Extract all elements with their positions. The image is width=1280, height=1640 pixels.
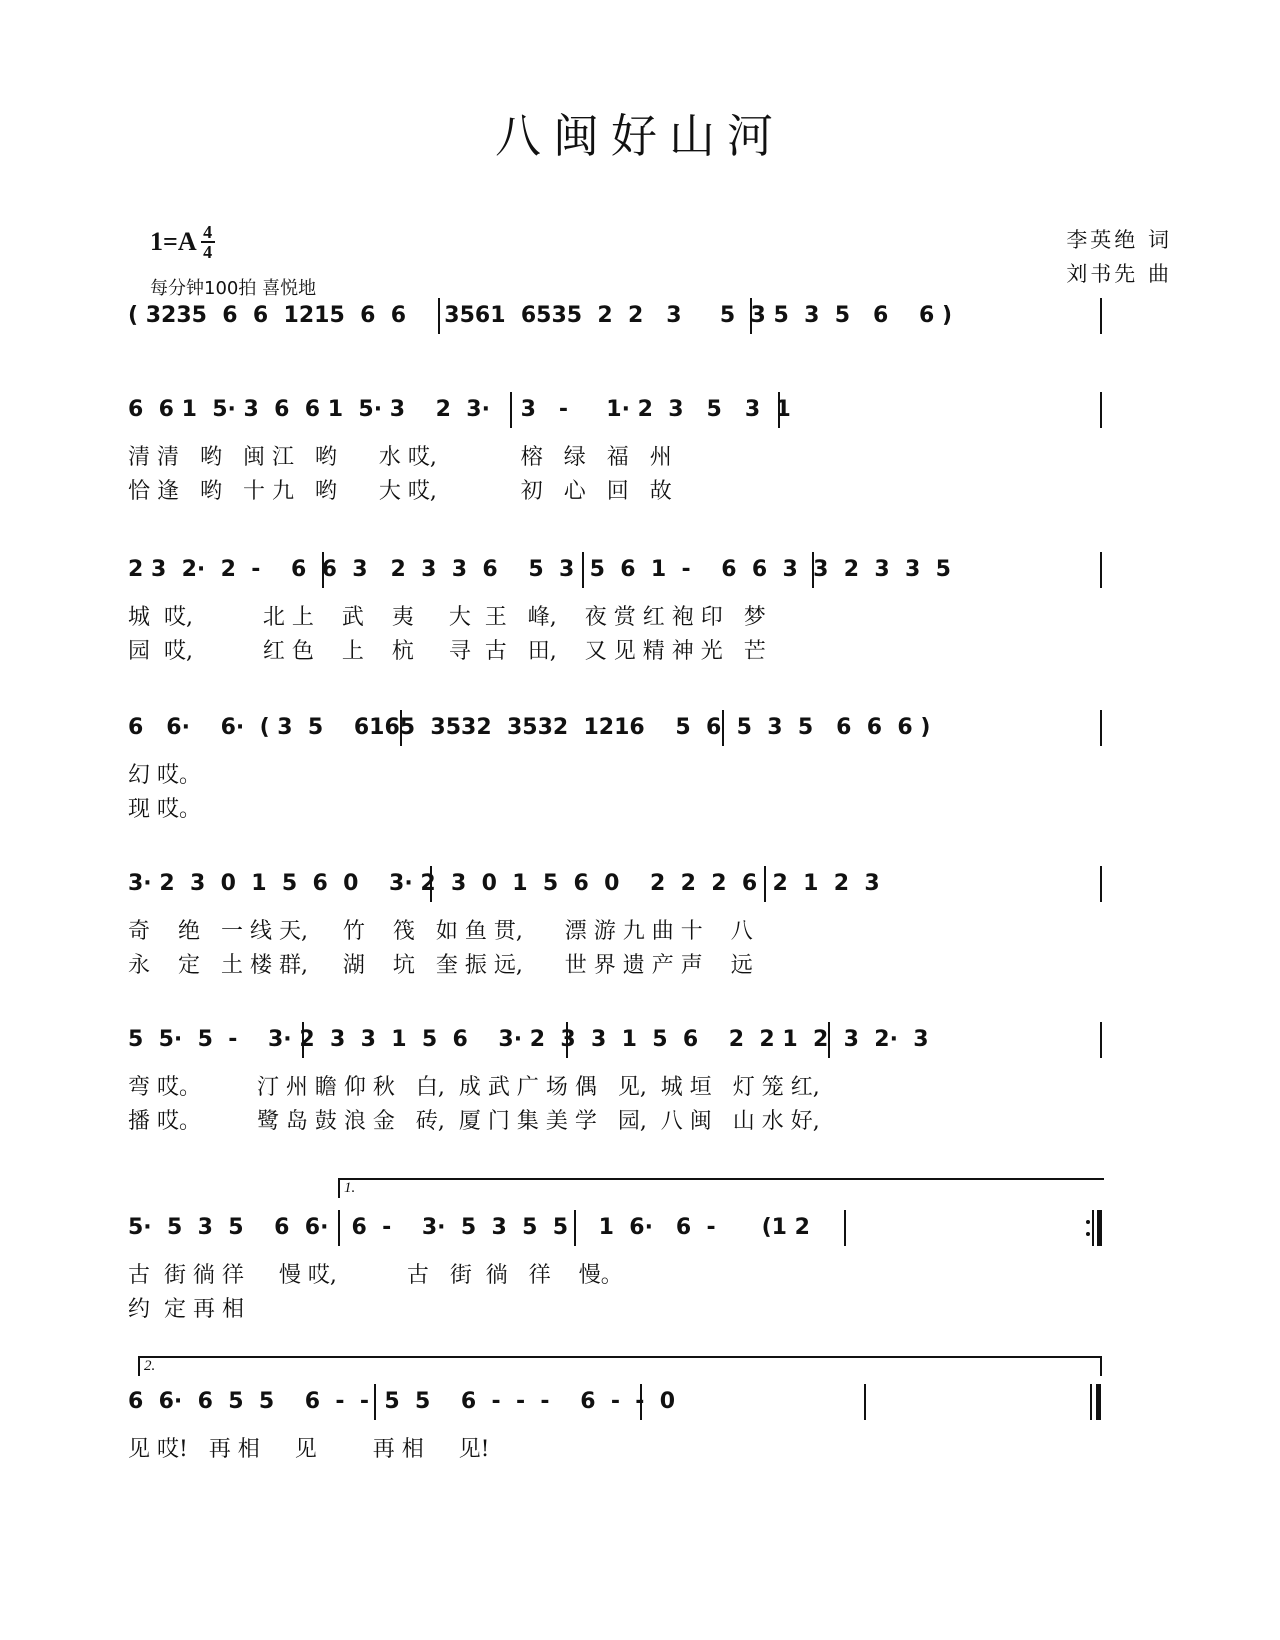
- lyrics-verse-1: 城 哎, 北 上 武 夷 大 王 峰, 夜 赏 红 袍 印 梦: [128, 605, 766, 630]
- time-signature-top: 4: [203, 222, 213, 242]
- composer-credit: 刘书先 曲: [1066, 262, 1172, 286]
- time-signature: [201, 223, 215, 261]
- lyrics-verse-1: 见 哎! 再 相 见 再 相 见!: [128, 1437, 490, 1462]
- lyrics-verse-2: 园 哎, 红 色 上 杭 寻 古 田, 又 见 精 神 光 芒: [128, 639, 766, 664]
- lyrics-verse-2: 恰 逢 哟 十 九 哟 大 哎, 初 心 回 故: [128, 479, 672, 504]
- key-signature: [150, 223, 215, 261]
- second-ending-label: 2.: [144, 1358, 156, 1374]
- lyricist-credit: 李英绝 词: [1066, 228, 1172, 252]
- tempo-marking: 每分钟100拍 喜悦地: [150, 278, 317, 299]
- lyrics-verse-2: 播 哎。 鹭 岛 鼓 浪 金 砖, 厦 门 集 美 学 园, 八 闽 山 水 好,: [128, 1109, 820, 1134]
- lyrics-verse-2: 约 定 再 相: [128, 1297, 244, 1322]
- notation-line: 6 6· 6 5 5 6 - - 5 5 6 - - - 6 - - 0: [128, 1389, 676, 1414]
- notation-line: 2 3 2· 2 - 6 6 3 2 3 3 6 5 3 5 6 1 - 6 6 3 3 2 3 3 5: [128, 557, 951, 582]
- lyrics-verse-2: 现 哎。: [128, 797, 201, 822]
- second-ending-bracket: [138, 1356, 1102, 1376]
- lyrics-verse-1: 奇 绝 一 线 天, 竹 筏 如 鱼 贯, 漂 游 九 曲 十 八: [128, 919, 753, 944]
- lyrics-verse-1: 清 清 哟 闽 江 哟 水 哎, 榕 绿 福 州: [128, 445, 672, 470]
- notation-line: 5· 5 3 5 6 6· 6 - 3· 5 3 5 5 1 6· 6 - (1 2: [128, 1215, 810, 1240]
- notation-line: 6 6 1 5· 3 6 6 1 5· 3 2 3· 3 - 1· 2 3 5 3 1: [128, 397, 791, 422]
- first-ending-bracket: [338, 1178, 1104, 1198]
- key-label: 1=A: [150, 227, 197, 256]
- notation-line: 6 6· 6· ( 3 5 6165 3532 3532 1216 5 6 5 3 5 6 6 6 ): [128, 715, 931, 740]
- first-ending-label: 1.: [344, 1180, 356, 1196]
- notation-line: 5 5· 5 - 3· 2 3 3 1 5 6 3· 2 3 3 1 5 6 2 2 1 2 3 2· 3: [128, 1027, 929, 1052]
- song-title: 八闽好山河: [495, 109, 785, 163]
- notation-line: 3· 2 3 0 1 5 6 0 3· 2 3 0 1 5 6 0 2 2 2 6 2 1 2 3: [128, 871, 880, 896]
- time-signature-bottom: 4: [203, 242, 213, 262]
- lyrics-verse-1: 古 街 徜 徉 慢 哎, 古 街 徜 徉 慢。: [128, 1263, 623, 1288]
- lyrics-verse-2: 永 定 土 楼 群, 湖 坑 奎 振 远, 世 界 遗 产 声 远: [128, 953, 753, 978]
- lyrics-verse-1: 幻 哎。: [128, 763, 201, 788]
- lyrics-verse-1: 弯 哎。 汀 州 瞻 仰 秋 白, 成 武 广 场 偶 见, 城 垣 灯 笼 红,: [128, 1075, 820, 1100]
- notation-line: ( 3235 6 6 1215 6 6 3561 6535 2 2 3 5 3 5 3 5 6 6 ): [128, 303, 953, 328]
